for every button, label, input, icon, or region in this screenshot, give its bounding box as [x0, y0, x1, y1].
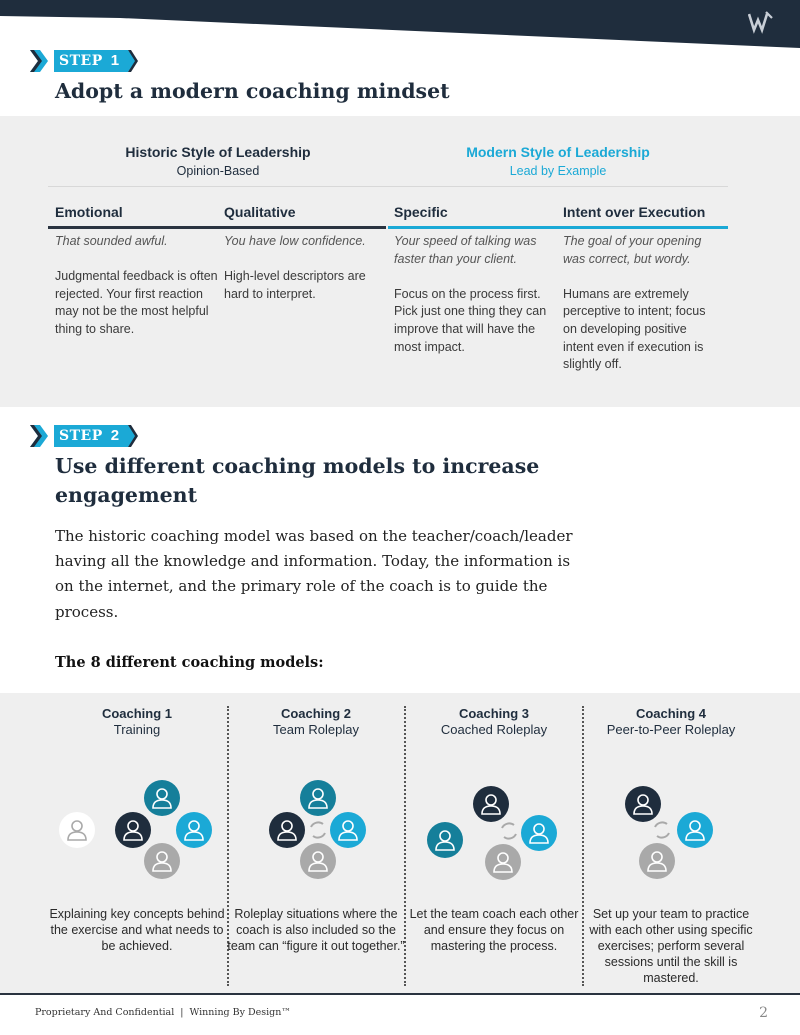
page-number: 2 — [759, 1005, 768, 1021]
model-type: Training — [113, 722, 161, 737]
intro-paragraph: The historic coaching model was based on the teacher/coach/leader having all the knowledge and information. Today, the information is on the internet, and the primary role of the coach is to guide the process. — [55, 527, 573, 621]
person-icon — [427, 822, 463, 858]
people-diagram — [227, 772, 405, 892]
person-icon — [625, 786, 661, 822]
step-tail-icon — [122, 50, 138, 72]
cycle-arrows-icon — [311, 822, 325, 837]
column-desc: High-level descriptors are hard to interpret. — [224, 269, 366, 301]
column-quote: That sounded awful. — [55, 234, 168, 248]
footer-rule — [0, 993, 800, 995]
model-name: Coaching 2 — [280, 706, 352, 721]
divider — [48, 186, 728, 187]
column-heading: Intent over Execution — [563, 204, 706, 220]
person-icon — [144, 843, 180, 879]
step-badge — [30, 423, 130, 449]
coaching-model — [582, 706, 760, 985]
step1-title: Adopt a modern coaching mindset — [55, 79, 450, 103]
person-icon — [144, 780, 180, 816]
column-desc: Humans are extremely perceptive to intent; focus on developing positive intent even if execution is slightly off. — [563, 286, 706, 372]
step-number: 2 — [110, 427, 120, 444]
coaching-model — [48, 706, 226, 953]
modern-style-subtitle: Lead by Example — [509, 164, 607, 178]
w-logo-icon — [748, 10, 774, 34]
person-icon — [300, 843, 336, 879]
coaching-model — [405, 706, 583, 953]
column-heading: Qualitative — [224, 204, 296, 220]
chevron-right-icon — [30, 50, 48, 72]
column-text — [394, 233, 554, 356]
person-icon — [300, 780, 336, 816]
step-label: STEP — [59, 53, 103, 69]
chevron-right-icon — [30, 425, 48, 447]
person-icon — [639, 843, 675, 879]
modern-style-title: Modern Style of Leadership — [466, 144, 650, 160]
person-icon — [473, 786, 509, 822]
person-icon — [269, 812, 305, 848]
step2-title-line1: Use different coaching models to increase — [55, 454, 540, 478]
step2-title-line2: engagement — [55, 483, 198, 507]
column-desc: Focus on the process first. Pick just one thing they can improve that will have the most impact. — [394, 286, 547, 354]
column-desc: Judgmental feedback is often rejected. Your first reaction may not be the most helpful thing to share. — [55, 269, 218, 336]
step-label-box — [54, 425, 126, 447]
historic-style-subtitle: Opinion-Based — [176, 164, 260, 178]
column-heading: Emotional — [55, 204, 123, 220]
model-description: Set up your team to practice with each other using specific exercises; perform several sessions until the skill is mastered. — [589, 907, 753, 985]
modern-rule — [388, 226, 728, 229]
step-label: STEP — [59, 428, 103, 444]
model-name: Coaching 4 — [635, 706, 707, 721]
column-quote: You have low confidence. — [224, 234, 366, 248]
model-description: Explaining key concepts behind the exercise and what needs to be achieved. — [49, 907, 225, 953]
models-heading: The 8 different coaching models: — [55, 654, 324, 671]
column-text — [224, 233, 374, 303]
model-name: Coaching 1 — [101, 706, 173, 721]
person-icon — [330, 812, 366, 848]
step-tail-icon — [122, 425, 138, 447]
model-name: Coaching 3 — [458, 706, 530, 721]
step-number: 1 — [110, 52, 120, 69]
step-label-box — [54, 50, 126, 72]
historic-rule — [48, 226, 386, 229]
historic-style-title: Historic Style of Leadership — [125, 144, 311, 160]
model-type: Team Roleplay — [273, 722, 359, 737]
model-description: Let the team coach each other and ensure they focus on mastering the process. — [409, 907, 579, 953]
person-icon — [115, 812, 151, 848]
person-icon — [176, 812, 212, 848]
column-text — [55, 233, 220, 339]
footer-text: Proprietary And Confidential | Winning By Design™ — [35, 1007, 291, 1018]
people-diagram — [405, 772, 583, 892]
model-description: Roleplay situations where the coach is also included so the team can “figure it out together.” — [227, 907, 405, 953]
column-quote: The goal of your opening was correct, but wordy. — [563, 234, 702, 266]
column-text — [563, 233, 718, 374]
person-icon — [677, 812, 713, 848]
people-diagram — [582, 772, 760, 892]
cycle-arrows-icon — [502, 823, 516, 838]
people-diagram — [48, 772, 226, 892]
person-icon — [485, 844, 521, 880]
cycle-arrows-icon — [655, 822, 669, 837]
person-icon — [521, 815, 557, 851]
step-badge — [30, 48, 130, 74]
top-banner — [0, 0, 800, 48]
column-heading: Specific — [394, 204, 448, 220]
column-quote: Your speed of talking was faster than your client. — [394, 234, 537, 266]
person-icon — [59, 812, 95, 848]
model-type: Coached Roleplay — [440, 722, 548, 737]
model-type: Peer-to-Peer Roleplay — [606, 722, 736, 737]
coaching-model — [227, 706, 405, 953]
